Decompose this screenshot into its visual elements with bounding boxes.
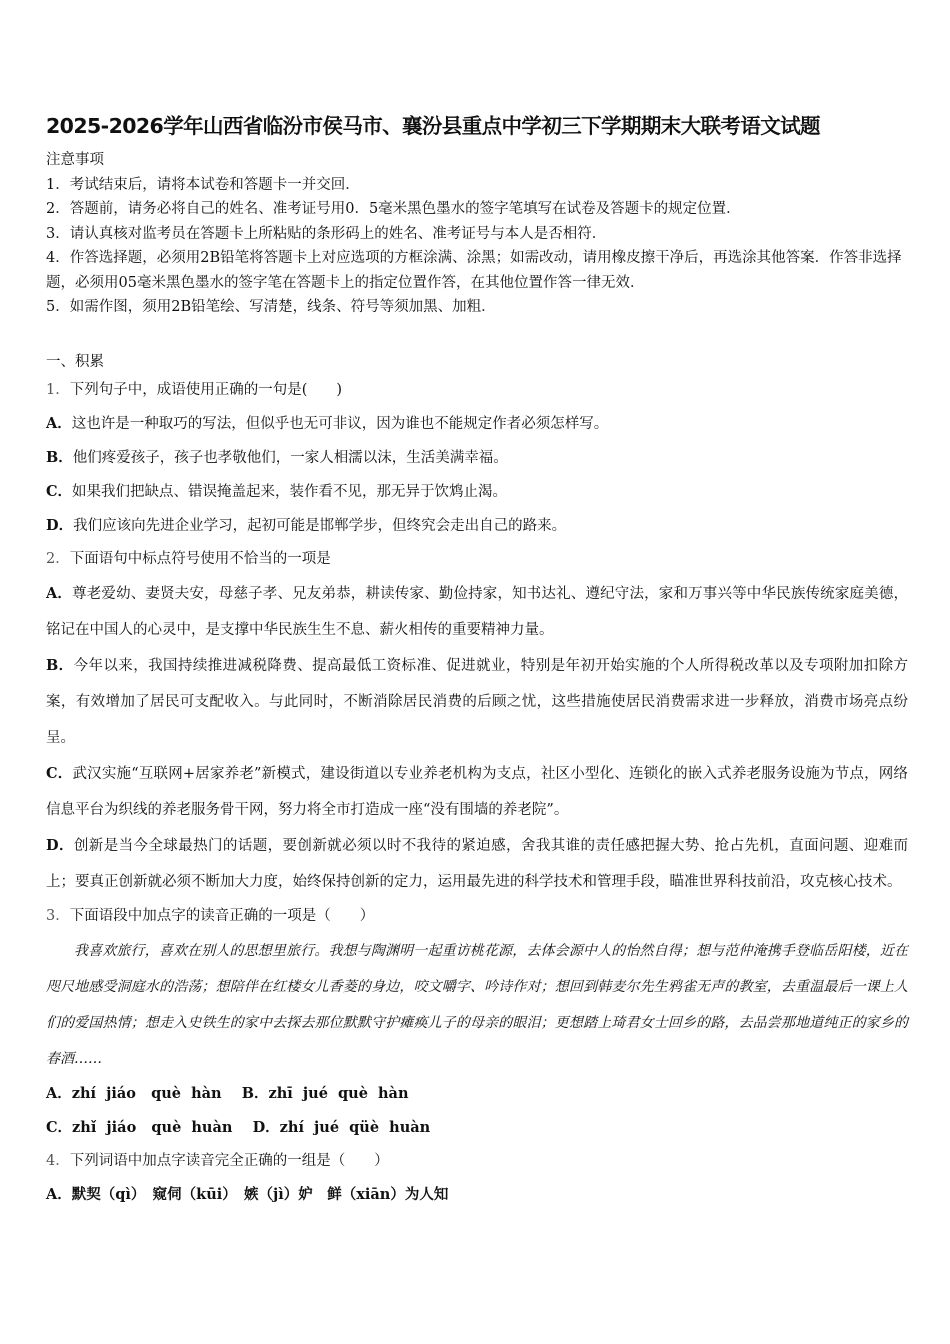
page-title: 2025-2026学年山西省临汾市侯马市、襄汾县重点中学初三下学期期末大联考语文试题 — [46, 114, 820, 138]
q1-option-d — [46, 509, 908, 543]
q3-options-row-1: A．zhí jiáo què hàn B．zhī jué què hàn — [46, 1084, 409, 1102]
option-label: A． — [46, 414, 72, 432]
option-label: D． — [46, 516, 74, 534]
q1-option-c — [46, 475, 908, 509]
notice-item: 4．作答选择题，必须用2B铅笔将答题卡上对应选项的方框涂满、涂黑；如需改动，请用橡皮擦干净后，再选涂其他答案．作答非选择题，必须用05毫米黑色墨水的签字笔在答题卡上的指定位置作答，在其他位置作答一律无效． — [46, 250, 902, 291]
notice-block — [46, 148, 908, 320]
notice-item: 1．考试结束后，请将本试卷和答题卡一并交回． — [46, 176, 360, 193]
question-4 — [46, 1145, 908, 1178]
option-text: 尊老爱幼、妻贤夫安，母慈子孝、兄友弟恭，耕读传家、勤俭持家，知书达礼、遵纪守法，家和万事兴等中华民族传统家庭美德，铭记在中国人的心灵中，是支撑中华民族生生不息、薪火相传的重要精神力量。 — [46, 585, 908, 638]
q1-option-a — [46, 407, 908, 441]
reading-passage: 我喜欢旅行，喜欢在别人的思想里旅行。我想与陶渊明一起重访桃花源，去体会源中人的怡然自得；想与范仲淹携手登临岳阳楼，近在咫尺地感受洞庭水的浩荡；想陪伴在红楼女儿香菱的身边，咬文嚼字、吟诗作对；想回到韩麦尔先生鸦雀无声的教室，去重温最后一课上人们的爱国热情；想走入史铁生的家中去探去那位默默守护瘫痪儿子的母亲的眼泪；更想踏上琦君女士回乡的路，去品尝那地道纯正的家乡的春酒…… — [46, 942, 908, 1067]
question-1 — [46, 374, 908, 407]
question-3 — [46, 900, 908, 933]
option-label: C． — [46, 482, 73, 500]
section-heading: 一、积累 — [46, 353, 104, 370]
notice-item: 2．答题前，请务必将自己的姓名、准考证号用0．5毫米黑色墨水的签字笔填写在试卷及答题卡的规定位置． — [46, 201, 741, 217]
question-number: 2． — [46, 550, 70, 567]
q1-option-b — [46, 441, 908, 475]
q4-option-a: A．默契（qì） 窥伺（kūi） 嫉（jì）妒 鲜（xiān）为人知 — [46, 1185, 449, 1203]
option-text: 今年以来，我国持续推进减税降费、提高最低工资标准、促进就业，特别是年初开始实施的个人所得税改革以及专项附加扣除方案，有效增加了居民可支配收入。与此同时，不断消除居民消费的后顾之忧，这些措施使居民消费需求进一步释放，消费市场亮点纷呈。 — [46, 657, 908, 746]
question-stem: 下列词语中加点字读音完全正确的一组是（ ） — [69, 1152, 389, 1169]
notice-heading: 注意事项 — [46, 152, 104, 168]
option-text: 他们疼爱孩子，孩子也孝敬他们，一家人相濡以沫，生活美满幸福。 — [72, 449, 508, 466]
option-text: 武汉实施“互联网+居家养老”新模式，建设街道以专业养老机构为支点，社区小型化、连锁化的嵌入式养老服务设施为节点，网络信息平台为织线的养老服务骨干网，努力将全市打造成一座“没有围墙的养老院”。 — [46, 765, 908, 818]
question-stem: 下列句子中，成语使用正确的一句是( ) — [69, 381, 343, 398]
question-number: 4． — [46, 1152, 70, 1169]
option-label: B． — [46, 656, 74, 674]
question-number: 3． — [46, 907, 70, 924]
question-stem: 下面语段中加点字的读音正确的一项是（ ） — [69, 907, 375, 924]
notice-item: 5．如需作图，须用2B铅笔绘、写清楚，线条、符号等须加黑、加粗． — [46, 299, 496, 315]
option-label: D． — [46, 836, 74, 854]
q2-option-d — [46, 828, 908, 900]
option-text: 创新是当今全球最热门的话题，要创新就必须以时不我待的紧迫感，舍我其谁的责任感把握大势、抢占先机，直面问题、迎难而上；要真正创新就必须不断加大力度，始终保持创新的定力，运用最先进的科学技术和管理手段，瞄准世界科技前沿，攻克核心技术。 — [46, 837, 909, 890]
q2-option-c — [46, 756, 908, 828]
option-label: A． — [46, 584, 73, 602]
question-2 — [46, 543, 908, 576]
q3-options-row-2: C．zhǐ jiáo què huàn D．zhí jué qüè huàn — [46, 1118, 431, 1136]
exam-page — [46, 108, 908, 1212]
notice-item: 3．请认真核对监考员在答题卡上所粘贴的条形码上的姓名、准考证号与本人是否相符． — [46, 225, 607, 242]
option-text: 如果我们把缺点、错误掩盖起来，装作看不见，那无异于饮鸩止渴。 — [72, 483, 508, 500]
q2-option-a — [46, 576, 908, 648]
option-label: C． — [46, 764, 73, 782]
option-text: 这也许是一种取巧的写法，但似乎也无可非议，因为谁也不能规定作者必须怎样写。 — [71, 415, 609, 432]
question-stem: 下面语句中标点符号使用不恰当的一项是 — [69, 550, 331, 567]
question-number: 1． — [46, 381, 70, 398]
q2-option-b — [46, 648, 908, 756]
option-text: 我们应该向先进企业学习，起初可能是邯郸学步，但终究会走出自己的路来。 — [73, 517, 567, 534]
option-label: B． — [46, 448, 73, 466]
